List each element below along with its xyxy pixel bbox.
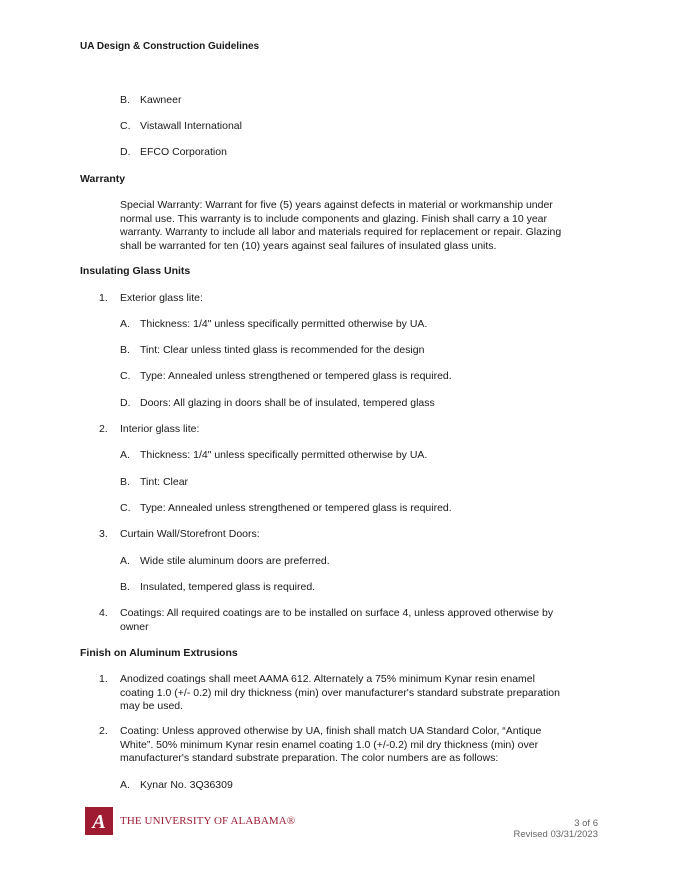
sub-item: Type: Annealed unless strengthened or tempered glass is required. — [140, 370, 452, 382]
paragraph-line: manufacturer's standard substrate preparation. The color numbers are as follows: — [120, 752, 499, 765]
university-brand: THE UNIVERSITY OF ALABAMA® — [120, 815, 296, 827]
document-header: UA Design & Construction Guidelines — [80, 41, 260, 52]
university-logo-icon — [85, 807, 113, 835]
list-letter: A. — [120, 318, 130, 330]
paragraph-line: owner — [120, 620, 149, 633]
numbered-item: Interior glass lite: — [120, 423, 200, 435]
sub-item: Tint: Clear — [140, 476, 189, 488]
revised-date: Revised 03/31/2023 — [513, 829, 598, 840]
numbered-item: Curtain Wall/Storefront Doors: — [120, 528, 260, 540]
sub-item: Kynar No. 3Q36309 — [140, 779, 233, 791]
list-number: 4. — [99, 607, 108, 619]
list-letter: D. — [120, 397, 131, 409]
sub-item: Doors: All glazing in doors shall be of insulated, tempered glass — [140, 397, 435, 409]
manufacturer-item: EFCO Corporation — [140, 146, 227, 158]
list-letter: A. — [120, 555, 130, 567]
list-letter: C. — [120, 120, 131, 132]
paragraph-line: warranty. Warranty to include all labor and materials required for replacement or repair. Glazing — [120, 226, 562, 239]
sub-item: Thickness: 1/4" unless specifically permitted otherwise by UA. — [140, 318, 428, 330]
list-number: 1. — [99, 673, 108, 685]
numbered-item — [120, 673, 590, 714]
paragraph-line: Anodized coatings shall meet AAMA 612. Alternately a 75% minimum Kynar resin enamel — [120, 673, 535, 685]
list-letter: C. — [120, 502, 131, 514]
list-letter: B. — [120, 476, 130, 488]
list-letter: B. — [120, 94, 130, 106]
paragraph-line: White”. 50% minimum Kynar resin enamel coating 1.0 (+/-0.2) mil dry thickness (min) over — [120, 738, 539, 751]
list-letter: A. — [120, 449, 130, 461]
manufacturer-item: Vistawall International — [140, 120, 242, 132]
section-heading-warranty: Warranty — [80, 173, 126, 185]
manufacturer-item: Kawneer — [140, 94, 182, 106]
paragraph-line: Coating: Unless approved otherwise by UA, finish shall match UA Standard Color, “Antique — [120, 725, 542, 737]
list-letter: D. — [120, 146, 131, 158]
warranty-paragraph — [120, 199, 592, 253]
paragraph-line: normal use. This warranty is to include components and glazing. Finish shall carry a 10 year — [120, 212, 548, 225]
list-number: 3. — [99, 528, 108, 540]
list-letter: B. — [120, 581, 130, 593]
list-letter: C. — [120, 370, 131, 382]
list-number: 2. — [99, 423, 108, 435]
list-letter: B. — [120, 344, 130, 356]
paragraph-line: may be used. — [120, 700, 184, 713]
sub-item: Tint: Clear unless tinted glass is recommended for the design — [140, 344, 425, 356]
list-number: 2. — [99, 725, 108, 737]
numbered-item — [120, 725, 590, 766]
sub-item: Type: Annealed unless strengthened or tempered glass is required. — [140, 502, 452, 514]
page-info — [513, 818, 598, 840]
sub-item: Insulated, tempered glass is required. — [140, 581, 316, 593]
page-number: 3 of 6 — [574, 818, 598, 829]
svg-text:A: A — [92, 811, 106, 833]
section-heading-igu: Insulating Glass Units — [80, 265, 191, 277]
paragraph-line: coating 1.0 (+/- 0.2) mil dry thickness (min) over manufacturer's standard substrate preparation — [120, 686, 560, 699]
paragraph-line: Coatings: All required coatings are to be installed on surface 4, unless approved otherwise by — [120, 607, 554, 619]
sub-item: Thickness: 1/4" unless specifically permitted otherwise by UA. — [140, 449, 428, 461]
numbered-item — [120, 607, 590, 634]
numbered-item: Exterior glass lite: — [120, 292, 203, 304]
sub-item: Wide stile aluminum doors are preferred. — [140, 555, 330, 567]
paragraph-line: Special Warranty: Warrant for five (5) years against defects in material or workmanship under — [120, 199, 553, 211]
list-letter: A. — [120, 779, 130, 791]
section-heading-finish: Finish on Aluminum Extrusions — [80, 647, 238, 659]
list-number: 1. — [99, 292, 108, 304]
paragraph-line: shall be warranted for ten (10) years against seal failures of insulated glass units. — [120, 239, 497, 252]
